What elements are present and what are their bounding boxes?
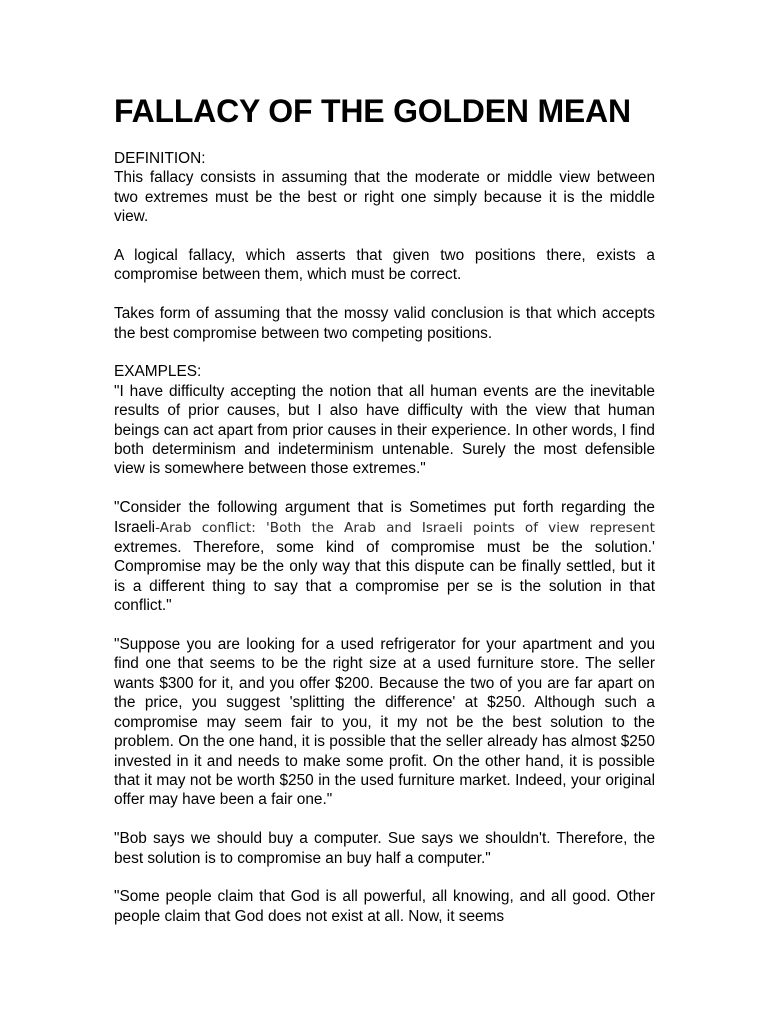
paragraph-logical-fallacy: A logical fallacy, which asserts that given two positions there, exists a compromise between them, which must be correct. (114, 247, 655, 284)
document-page (114, 92, 655, 946)
definition-text: This fallacy consists in assuming that the moderate or middle view between two extremes must be the best or right one simply because it is the middle view. (114, 169, 655, 226)
examples-label: EXAMPLES: (114, 363, 202, 381)
definition-label: DEFINITION: (114, 150, 206, 167)
document-title: FALLACY OF THE GOLDEN MEAN (114, 93, 631, 129)
example-god: "Some people claim that God is all powerful, all knowing, and all good. Other people claim that God does not exist at all. Now, it seems (114, 888, 655, 925)
examples-section (114, 362, 655, 478)
example-2-text-a: "Consider the following argument that is Sometimes put forth regarding the Israeli (114, 499, 655, 536)
example-2-text-c: extremes. Therefore, some kind of compromise must be the solution.' Compromise may be the only way that this dispute can be finally settled, but it is a different thing to say that a compromise per se is the solution in that conflict." (114, 539, 655, 615)
example-israeli-arab (114, 498, 655, 615)
example-2-text-b: -Arab conflict: 'Both the Arab and Israeli points of view represent (155, 519, 655, 536)
definition-section (114, 149, 655, 227)
example-computer: "Bob says we should buy a computer. Sue says we shouldn't. Therefore, the best solution is to compromise an buy half a computer." (114, 830, 655, 867)
example-refrigerator: "Suppose you are looking for a used refrigerator for your apartment and you find one that seems to be the right size at a used furniture store. The seller wants $300 for it, and you offer $200. Because the two of you are far apart on the price, you suggest 'splitting the difference' at $250. Although such a compromise may seem fair to you, it my not be the best solution to the problem. On the one hand, it is possible that the seller already has almost $250 invested in it and needs to make some profit. On the other hand, it is possible that it may not be worth $250 in the used furniture market. Indeed, your original offer may have been a fair one." (114, 636, 655, 809)
example-determinism: "I have difficulty accepting the notion that all human events are the inevitable results of prior causes, but I also have difficulty with the view that human beings can act apart from prior causes in their experience. In other words, I find both determinism and indeterminism untenable. Surely the most defensible view is somewhere between those extremes." (114, 382, 655, 478)
paragraph-takes-form: Takes form of assuming that the mossy valid conclusion is that which accepts the best compromise between two competing positions. (114, 305, 655, 342)
